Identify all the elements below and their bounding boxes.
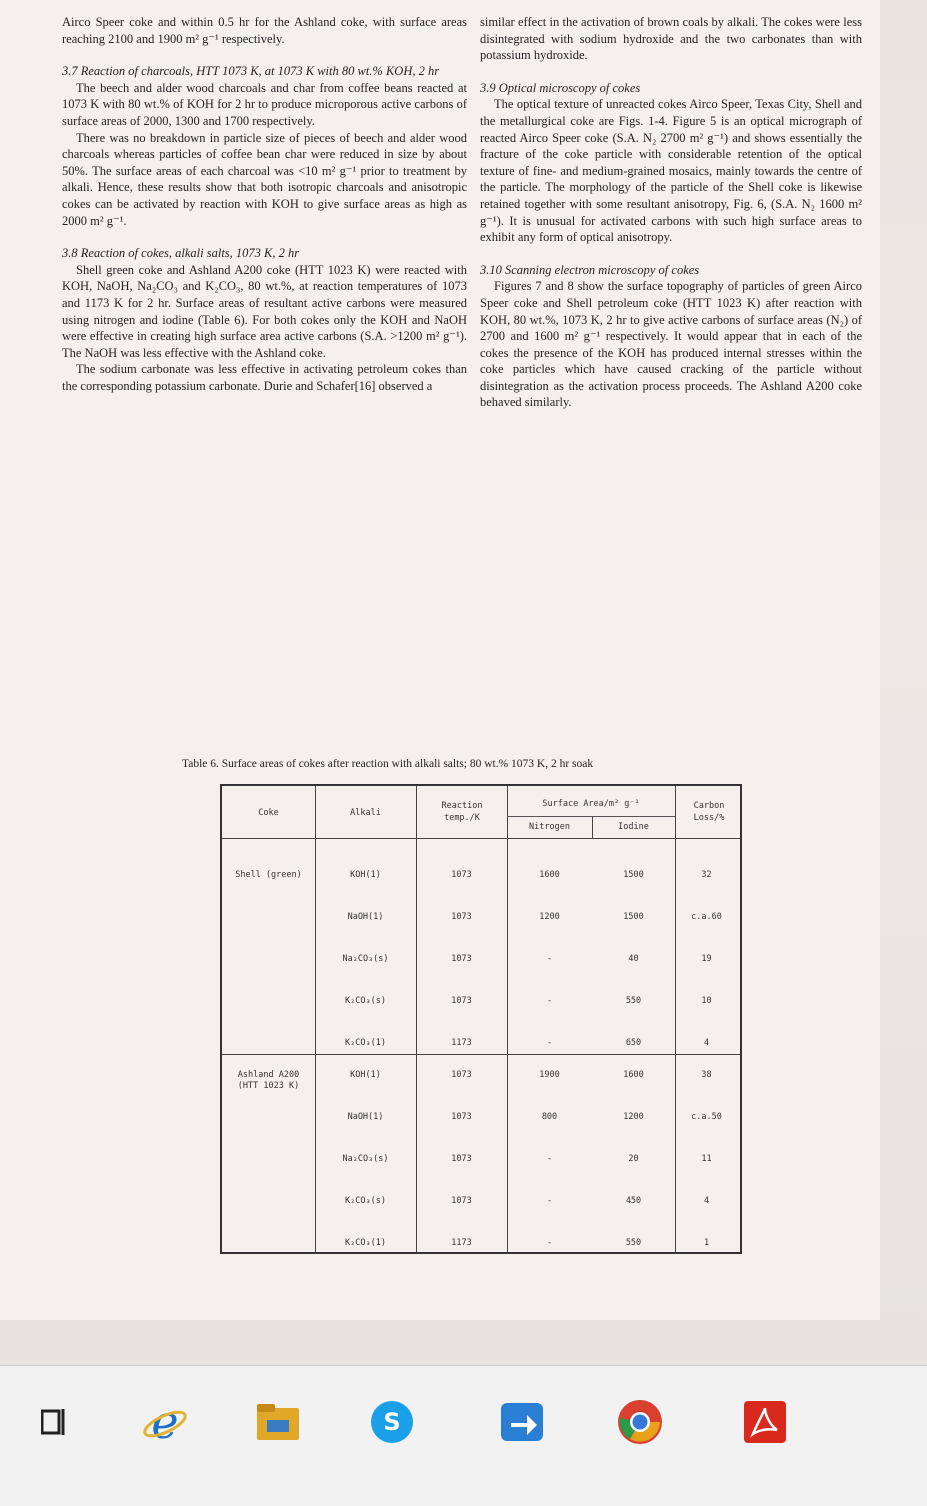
table-cell-nitrogen: - — [546, 954, 553, 964]
table-cell-temp: 1073 — [451, 1154, 472, 1164]
chrome-icon[interactable] — [610, 1392, 670, 1452]
table-cell-nitrogen: - — [546, 1154, 553, 1164]
body-paragraph: Figures 7 and 8 show the surface topography of particles of green Airco Speer coke and Shell petroleum coke (HTT 1023 K) after reaction with KOH, 80 wt.%, 1073 K, 2 hr to give active carbons of surface areas (N₂) of 2700 and 1600 m² g⁻¹ respectively. It would appear that in each of the cokes the presence of the KOH has produced internal stresses within the coke particles which have caused cracking of the particle without disintegration as the activation process proceeds. The Ashland A200 coke behaved similarly. — [480, 279, 862, 410]
header-surface-area: Surface Area/m² g⁻¹ — [542, 799, 640, 809]
table-cell-alkali: K₂CO₃(s) — [345, 996, 386, 1006]
left-column — [62, 14, 467, 394]
coke-name: Ashland A200 (HTT 1023 K) — [237, 1070, 300, 1091]
svg-text:S: S — [383, 1408, 401, 1436]
table-cell-iodine: 1500 — [623, 912, 644, 922]
right-column — [480, 14, 862, 411]
table-cell-loss: 11 — [701, 1154, 712, 1164]
file-explorer-icon[interactable] — [248, 1392, 308, 1452]
acrobat-reader-icon[interactable] — [735, 1392, 795, 1452]
section-heading: 3.8 Reaction of cokes, alkali salts, 1073 K, 2 hr — [62, 246, 300, 261]
section-heading: 3.9 Optical microscopy of cokes — [480, 80, 641, 95]
header-nitrogen: Nitrogen — [529, 822, 570, 832]
table-cell-iodine: 1600 — [623, 1070, 644, 1080]
coke-name: Shell (green) — [235, 870, 302, 880]
table-cell-loss: 19 — [701, 954, 712, 964]
svg-text:e: e — [151, 1398, 179, 1446]
table-cell-temp: 1073 — [451, 954, 472, 964]
header-reaction-temp: Reaction temp./K — [441, 801, 483, 823]
table-cell-temp: 1173 — [451, 1038, 472, 1048]
header-coke: Coke — [258, 808, 279, 818]
table-cell-alkali: Na₂CO₃(s) — [342, 954, 389, 964]
table-cell-temp: 1073 — [451, 1196, 472, 1206]
table-cell-nitrogen: - — [546, 996, 553, 1006]
header-alkali: Alkali — [350, 808, 381, 818]
table-cell-alkali: NaOH(1) — [347, 1112, 384, 1122]
table-cell-iodine: 1200 — [623, 1112, 644, 1122]
table-cell-nitrogen: - — [546, 1038, 553, 1048]
table-cell-nitrogen: 1600 — [539, 870, 560, 880]
body-paragraph: There was no breakdown in particle size of pieces of beech and alder wood charcoals whereas particles of coffee bean char were reduced in size by about 50%. The surface areas of each charcoal was <10 m² g⁻¹ prior to treatment by alkali. Hence, these results show that both isotropic charcoals and anisotropic cokes can be activated by reaction with KOH to give surface areas as high as 2000 m² g⁻¹. — [62, 130, 467, 228]
table-cell-alkali: KOH(1) — [350, 1070, 381, 1080]
table-cell-loss: c.a.60 — [691, 912, 722, 922]
body-paragraph: similar effect in the activation of brown coals by alkali. The cokes were less disintegrated with sodium hydroxide and the two carbonates than with potassium hydroxide. — [480, 15, 862, 63]
table-cell-temp: 1073 — [451, 870, 472, 880]
table-cell-nitrogen: 800 — [541, 1112, 558, 1122]
table-cell-iodine: 550 — [625, 996, 642, 1006]
header-iodine: Iodine — [618, 822, 649, 832]
table-cell-loss: c.a.50 — [691, 1112, 722, 1122]
body-paragraph: Airco Speer coke and within 0.5 hr for the Ashland coke, with surface areas reaching 2100 and 1900 m² g⁻¹ respectively. — [62, 15, 467, 46]
table-cell-alkali: NaOH(1) — [347, 912, 384, 922]
paragraph-gap — [480, 246, 862, 262]
internet-explorer-icon[interactable] — [135, 1392, 195, 1452]
table-cell-temp: 1073 — [451, 912, 472, 922]
body-paragraph: The beech and alder wood charcoals and char from coffee beans reacted at 1073 K with 80 wt.% of KOH for 2 hr to produce microporous active carbons of surface areas of 2000, 1300 and 1700 respectively. — [62, 80, 467, 128]
section-heading: 3.10 Scanning electron microscopy of cokes — [480, 262, 700, 277]
table-cell-iodine: 450 — [625, 1196, 642, 1206]
body-paragraph: Shell green coke and Ashland A200 coke (HTT 1023 K) were reacted with KOH, NaOH, Na₂CO₃ and K₂CO₃, 80 wt.%, at reaction temperatures of 1073 and 1173 K for 2 hr. Surface areas of resultant active carbons were measured using nitrogen and iodine (Table 6). For both cokes only the KOH and NaOH were effective in creating high surface area active carbons (S.A. >1200 m² g⁻¹). The NaOH was less effective with the Ashland coke. — [62, 262, 467, 360]
table-cell-nitrogen: 1200 — [539, 912, 560, 922]
table-caption: Table 6. Surface areas of cokes after reaction with alkali salts; 80 wt.% 1073 K, 2 hr soak — [182, 758, 594, 770]
table-cell-nitrogen: - — [546, 1196, 553, 1206]
task-view-icon[interactable] — [24, 1392, 84, 1452]
skype-icon[interactable] — [362, 1392, 422, 1452]
table-cell-iodine: 20 — [628, 1154, 639, 1164]
header-carbon-loss: Carbon Loss/% — [693, 801, 725, 823]
paragraph-gap — [480, 64, 862, 80]
table-cell-iodine: 650 — [625, 1038, 642, 1048]
body-paragraph: The optical texture of unreacted cokes Airco Speer, Texas City, Shell and the metallurgical coke are Figs. 1-4. Figure 5 is an optical micrograph of reacted Airco Speer coke (S.A. N₂ 2700 m² g⁻¹) and shows essentially the fracture of the coke particle with considerable retention of the optical texture of fine- and medium-grained mosaics, mainly towards the centre of the particle. The morphology of the particle of the Shell coke is likewise retained together with some resultant anisotropy, Fig. 6, (S.A. N₂ 1600 m² g⁻¹). It is unusual for activated carbons with such high surface areas to exhibit any form of optical anisotropy. — [480, 97, 862, 245]
table-cell-temp: 1173 — [451, 1238, 472, 1248]
table-cell-temp: 1073 — [451, 1070, 472, 1080]
table-cell-loss: 4 — [703, 1196, 710, 1206]
table-cell-alkali: K₂CO₃(1) — [345, 1038, 386, 1048]
table-cell-loss: 1 — [703, 1238, 710, 1248]
section-heading: 3.7 Reaction of charcoals, HTT 1073 K, at 1073 K with 80 wt.% KOH, 2 hr — [62, 64, 440, 79]
table-cell-iodine: 1500 — [623, 870, 644, 880]
arrow-app-icon[interactable] — [492, 1392, 552, 1452]
table-cell-alkali: K₂CO₃(1) — [345, 1238, 386, 1248]
body-paragraph: The sodium carbonate was less effective in activating petroleum cokes than the corresponding potassium carbonate. Durie and Schafer[16] observed a — [62, 362, 467, 393]
table-cell-temp: 1073 — [451, 996, 472, 1006]
table-cell-nitrogen: - — [546, 1238, 553, 1248]
table-cell-iodine: 550 — [625, 1238, 642, 1248]
windows-taskbar — [0, 1365, 927, 1506]
table-cell-alkali: K₂CO₃(s) — [345, 1196, 386, 1206]
table-cell-loss: 10 — [701, 996, 712, 1006]
table-cell-loss: 38 — [701, 1070, 712, 1080]
table-cell-iodine: 40 — [628, 954, 639, 964]
table-cell-alkali: KOH(1) — [350, 870, 381, 880]
table-cell-alkali: Na₂CO₃(s) — [342, 1154, 389, 1164]
table-cell-nitrogen: 1900 — [539, 1070, 560, 1080]
paragraph-gap — [62, 229, 467, 245]
paragraph-gap — [62, 47, 467, 63]
surface-area-table — [220, 784, 742, 1254]
table-cell-temp: 1073 — [451, 1112, 472, 1122]
table-cell-loss: 4 — [703, 1038, 710, 1048]
table-cell-loss: 32 — [701, 870, 712, 880]
